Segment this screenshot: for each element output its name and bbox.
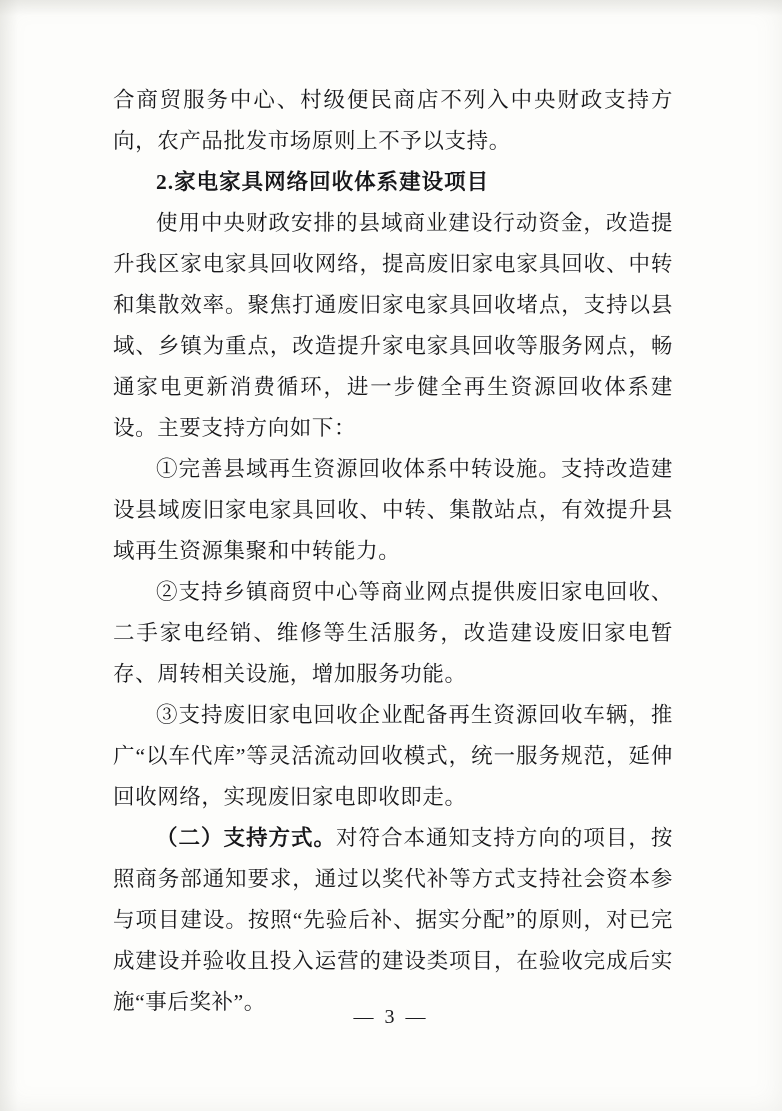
paragraph-support-method <box>113 818 673 1023</box>
support-method-label: （二）支持方式。 <box>156 826 336 850</box>
paragraph-item-3: ③支持废旧家电回收企业配备再生资源回收车辆，推广“以车代库”等灵活流动回收模式，统一服务规范，延伸回收网络，实现废旧家电即收即走。 <box>113 703 673 809</box>
document-body <box>113 80 673 1023</box>
scan-edge-left <box>0 0 18 1111</box>
paragraph-continuation: 合商贸服务中心、村级便民商店不列入中央财政支持方向，农产品批发市场原则上不予以支持。 <box>113 88 673 153</box>
section-heading-2: 2.家电家具网络回收体系建设项目 <box>156 170 490 194</box>
paragraph-project-overview: 使用中央财政安排的县域商业建设行动资金，改造提升我区家电家具回收网络，提高废旧家电家具回收、中转和集散效率。聚焦打通废旧家电家具回收堵点，支持以县域、乡镇为重点，改造提升家电家具回收等服务网点，畅通家电更新消费循环，进一步健全再生资源回收体系建设。主要支持方向如下： <box>113 211 673 440</box>
paragraph-item-1: ①完善县域再生资源回收体系中转设施。支持改造建设县域废旧家电家具回收、中转、集散站点，有效提升县域再生资源集聚和中转能力。 <box>113 457 673 563</box>
scan-edge-top <box>0 0 782 16</box>
paragraph-item-2: ②支持乡镇商贸中心等商业网点提供废旧家电回收、二手家电经销、维修等生活服务，改造建设废旧家电暂存、周转相关设施，增加服务功能。 <box>113 580 673 686</box>
page-number: — 3 — <box>353 1006 429 1028</box>
support-method-text: 对符合本通知支持方向的项目，按照商务部通知要求，通过以奖代补等方式支持社会资本参与项目建设。按照“先验后补、据实分配”的原则，对已完成建设并验收且投入运营的建设类项目，在验收完成后实施“事后奖补”。 <box>113 826 673 1014</box>
